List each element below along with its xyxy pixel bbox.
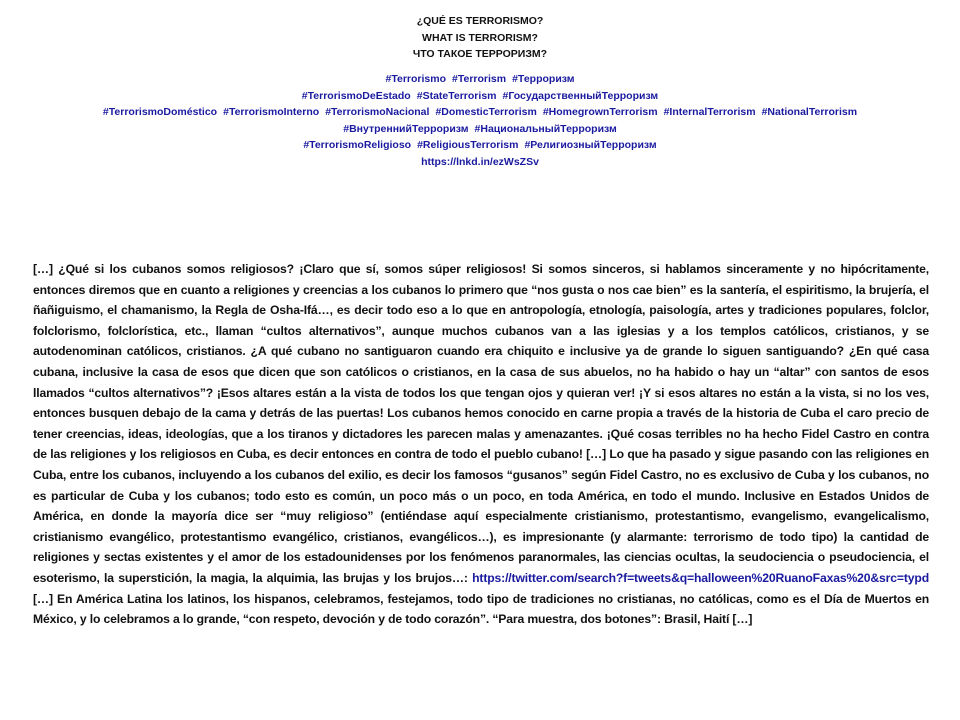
hashtag-link[interactable]: #РелигиозныйТерроризм xyxy=(524,139,657,152)
hashtag-link[interactable]: #Terrorism xyxy=(452,73,507,85)
hashtag-link[interactable]: #TerrorismoDeEstado xyxy=(301,89,411,102)
hashtag-link[interactable]: #ВнутреннийТерроризм xyxy=(343,122,469,135)
hashtag-link[interactable]: #DomesticTerrorism xyxy=(435,106,537,119)
hashtag-link[interactable]: #НациональныйТерроризм xyxy=(474,122,617,135)
body-text-after-link: […] En América Latina los latinos, los hispanos, celebramos, festejamos, todo tipo de tradiciones no cristianas, no católicas, como es el Día de Muertos en México, y lo celebramos a lo grande, “con respeto, devoción y de todo corazón”. “Para muestra, dos botones”: Brasil, Haití […] xyxy=(33,591,929,627)
hashtag-line xyxy=(0,121,960,138)
short-link[interactable]: https://lnkd.in/ezWsZSv xyxy=(421,155,539,168)
hashtag-link[interactable]: #HomegrownTerrorism xyxy=(542,106,658,119)
title-russian: ЧТО ТАКОЕ ТЕРРОРИЗМ? xyxy=(412,48,548,60)
hashtag-link[interactable]: #NationalTerrorism xyxy=(761,106,858,119)
hashtag-link[interactable]: #TerrorismoNacional xyxy=(325,106,430,119)
hashtag-link[interactable]: #InternalTerrorism xyxy=(663,106,756,119)
hashtag-line xyxy=(0,104,960,121)
hashtag-link[interactable]: #Terrorismo xyxy=(385,73,446,85)
hashtag-link[interactable]: #ГосударственныйТерроризм xyxy=(502,89,659,102)
hashtag-line xyxy=(0,88,960,105)
hashtag-link[interactable]: #TerrorismoInterno xyxy=(223,106,320,119)
body-paragraph xyxy=(33,259,929,630)
hashtag-line xyxy=(0,137,960,154)
hashtag-link[interactable]: #StateTerrorism xyxy=(416,89,497,102)
title-spanish: ¿QUÉ ES TERRORISMO? xyxy=(416,15,544,27)
hashtag-block xyxy=(0,71,960,171)
title-english: WHAT IS TERRORISM? xyxy=(422,31,538,44)
hashtag-link[interactable]: #TerrorismoDoméstico xyxy=(102,106,218,119)
body-text-before-link: […] ¿Qué si los cubanos somos religiosos? ¡Claro que sí, somos súper religiosos! Si somos sinceros, si hablamos sinceramente y no hipócritamente, entonces diremos que en cuanto a religiones y creencias a los cubanos lo primero que “nos gusta o nos cae bien” es la santería, el espiritismo, la brujería, el ñañiguismo, el chamanismo, la Regla de Osha-Ifá…, es decir todo eso a lo que en antropología, etnología, paisología, artes y tradiciones populares, folclor, folclorismo, folclorística, etc., llaman “cultos alternativos”, aunque muchos cubanos van a las iglesias y a los templos católicos, cristianos, y se autodenominan católicos, cristianos. ¿A qué cubano no santiguaron cuando era chiquito e inclusive ya de grande lo siguen santiguando? ¿En qué casa cubana, inclusive la casa de esos que dicen que son católicos o cristianos, en la casa de sus abuelos, no ha habido o hay un “altar” con santos de esos llamados “cultos alternativos”? ¡Esos altares están a la vista de todos los que tengan ojos y quieran ver! ¡Y si esos altares no están a la vista, si no los ves, entonces busquen debajo de la cama y detrás de las puertas! Los cubanos hemos conocido en carne propia a través de la historia de Cuba el caro precio de tener creencias, ideas, ideologías, que a los tiranos y dictadores les parecen malas y amenazantes. ¡Qué cosas terribles no ha hecho Fidel Castro en contra de las religiones y los religiosos en Cuba, es decir entonces en contra de todo el pueblo cubano! […] Lo que ha pasado y sigue pasando con las religiones en Cuba, entre los cubanos, incluyendo a los cubanos del exilio, es decir los famosos “gusanos” según Fidel Castro, no es exclusivo de Cuba y los cubanos, no es particular de Cuba y los cubanos; todo esto es común, un poco más o un poco, en toda América, en todo el mundo. Inclusive en Estados Unidos de América, en donde la mayoría dice ser “muy religioso” (entiéndase aquí especialmente cristianismo, protestantismo, evangelismo, evangelicalismo, cristianismo evangélico, protestantismo evangélico, cristianos, evangélicos…), es impresionante (y alarmante: terrorismo de todo tipo) la cantidad de religiones y sectas existentes y el amor de los estadounidenses por los fenómenos paranormales, las ciencias ocultas, la seudociencia o pseudociencia, el esoterismo, la superstición, la magia, la alquimia, las brujas y los brujos…: xyxy=(33,262,929,585)
twitter-search-link[interactable]: https://twitter.com/search?f=tweets&q=halloween%20RuanoFaxas%20&src=typd xyxy=(472,570,929,585)
hashtag-line xyxy=(0,71,960,88)
hashtag-link[interactable]: #Терроризм xyxy=(512,73,575,85)
title-block xyxy=(0,13,960,63)
hashtag-link[interactable]: #TerrorismoReligioso xyxy=(303,139,412,152)
hashtag-link[interactable]: #ReligiousTerrorism xyxy=(417,139,519,152)
